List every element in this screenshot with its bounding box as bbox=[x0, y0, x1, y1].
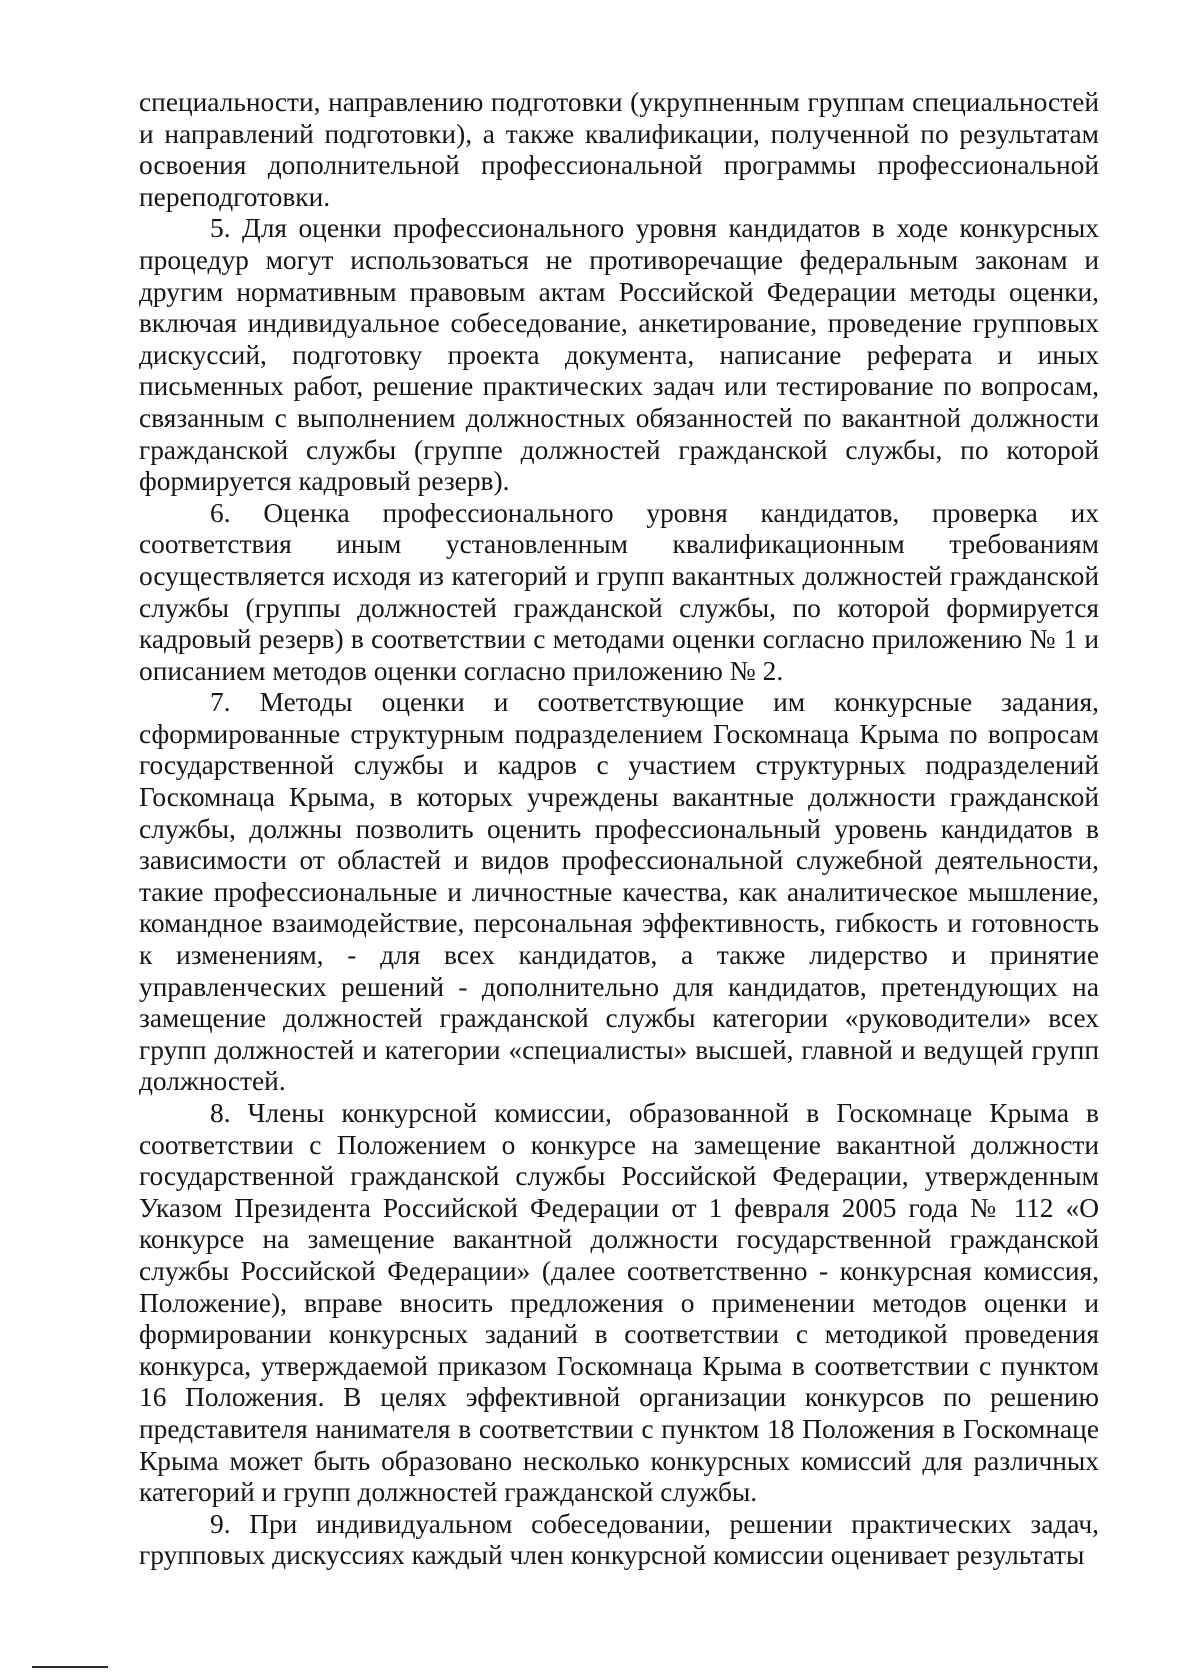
paragraph-5: 5. Для оценки профессионального уровня кандидатов в ходе конкурсных процедур могут использоваться не противоречащие федеральным законам и другим нормативным правовым актам Российской Федерации методы оценки, включая индивидуальное собеседование, анкетирование, проведение групповых дискуссий, подготовку проекта документа, написание реферата и иных письменных работ, решение практических задач или тестирование по вопросам, связанным с выполнением должностных обязанностей по вакантной должности гражданской службы (группе должностей гражданской службы, по которой формируется кадровый резерв). bbox=[139, 213, 1099, 497]
paragraph-8: 8. Члены конкурсной комиссии, образованной в Госкомнаце Крыма в соответствии с Положением о конкурсе на замещение вакантной должности государственной гражданской службы Российской Федерации, утвержденным Указом Президента Российской Федерации от 1 февраля 2005 года № 112 «О конкурсе на замещение вакантной должности государственной гражданской службы Российской Федерации» (далее соответственно - конкурсная комиссия, Положение), вправе вносить предложения о применении методов оценки и формировании конкурсных заданий в соответствии с методикой проведения конкурса, утверждаемой приказом Госкомнаца Крыма в соответствии с пунктом 16 Положения. В целях эффективной организации конкурсов по решению представителя нанимателя в соответствии с пунктом 18 Положения в Госкомнаце Крыма может быть образовано несколько конкурсных комиссий для различных категорий и групп должностей гражданской службы. bbox=[139, 1098, 1099, 1508]
scan-edge-mark bbox=[32, 1666, 108, 1668]
paragraph-9: 9. При индивидуальном собеседовании, решении практических задач, групповых дискуссиях каждый член конкурсной комиссии оценивает результаты bbox=[139, 1508, 1099, 1571]
paragraph-6: 6. Оценка профессионального уровня кандидатов, проверка их соответствия иным установленным квалификационным требованиям осуществляется исходя из категорий и групп вакантных должностей гражданской службы (группы должностей гражданской службы, по которой формируется кадровый резерв) в соответствии с методами оценки согласно приложению № 1 и описанием методов оценки согласно приложению № 2. bbox=[139, 497, 1099, 686]
paragraph-continuation: специальности, направлению подготовки (укрупненным группам специальностей и направлений подготовки), а также квалификации, полученной по результатам освоения дополнительной профессиональной программы профессиональной переподготовки. bbox=[139, 87, 1099, 212]
document-body bbox=[139, 87, 1099, 1572]
paragraph-7: 7. Методы оценки и соответствующие им конкурсные задания, сформированные структурным подразделением Госкомнаца Крыма по вопросам государственной службы и кадров с участием структурных подразделений Госкомнаца Крыма, в которых учреждены вакантные должности гражданской службы, должны позволить оценить профессиональный уровень кандидатов в зависимости от областей и видов профессиональной служебной деятельности, такие профессиональные и личностные качества, как аналитическое мышление, командное взаимодействие, персональная эффективность, гибкость и готовность к изменениям, - для всех кандидатов, а также лидерство и принятие управленческих решений - дополнительно для кандидатов, претендующих на замещение должностей гражданской службы категории «руководители» всех групп должностей и категории «специалисты» высшей, главной и ведущей групп должностей. bbox=[139, 687, 1099, 1097]
